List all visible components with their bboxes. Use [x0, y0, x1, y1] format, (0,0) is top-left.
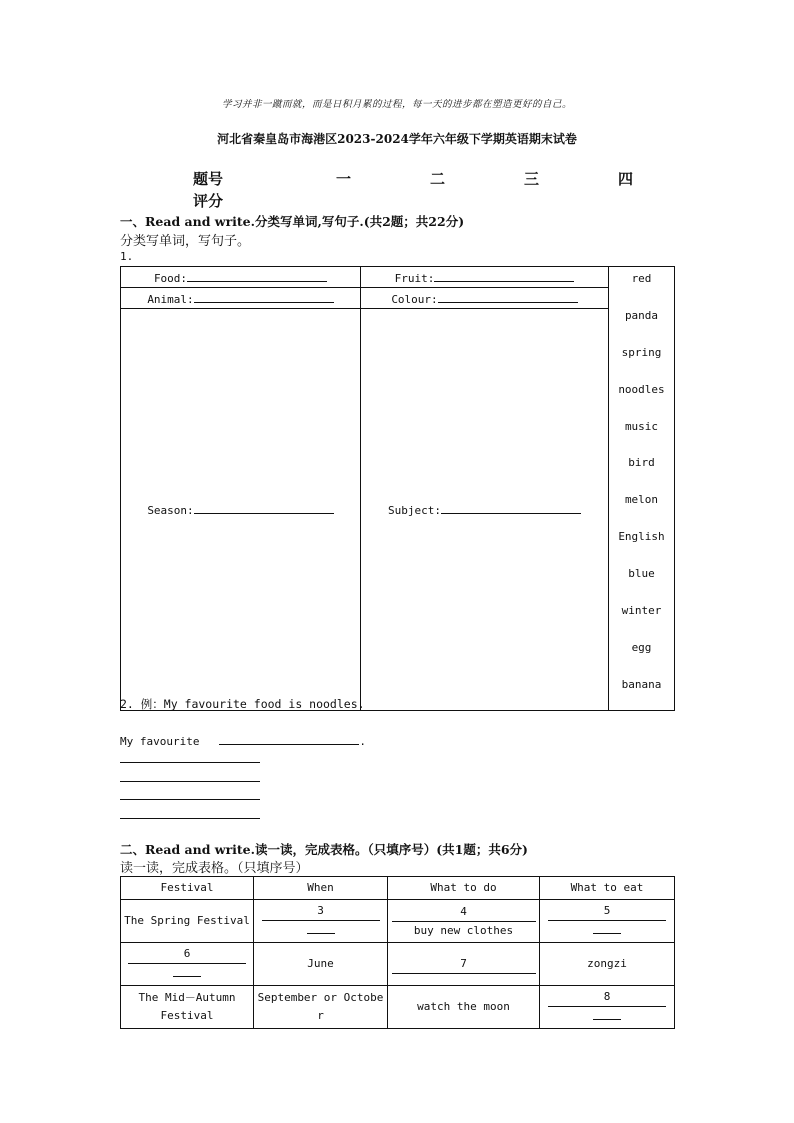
word-item: spring [621, 345, 662, 359]
word-bank [609, 267, 675, 711]
header-festival: Festival [121, 877, 254, 900]
word-item: music [624, 419, 659, 433]
score-row-label: 题号 [193, 170, 224, 188]
blank-6-tail [173, 964, 201, 977]
question-2-prompt-row: My favourite . [120, 735, 366, 748]
fruit-label: Fruit: [394, 271, 435, 285]
blank-4-number: 4 [392, 903, 536, 922]
subject-label: Subject: [388, 503, 441, 517]
score-col-2: 二 [430, 170, 446, 188]
section2-subheading: 读一读，完成表格。（只填序号） [120, 861, 309, 876]
word-item: bird [628, 456, 655, 470]
colour-blank[interactable] [438, 291, 578, 303]
blank-7-number: 7 [392, 955, 536, 974]
question-2-example: 2. 例：My favourite food is noodles. [120, 697, 365, 711]
answer-blank-6[interactable] [121, 943, 254, 986]
answer-blank-8[interactable] [540, 986, 675, 1029]
header-what-to-eat: What to eat [540, 877, 675, 900]
animal-cell [121, 288, 361, 309]
word-item: banana [621, 677, 662, 691]
header-when: When [254, 877, 388, 900]
season-blank[interactable] [194, 502, 334, 514]
blank-3-tail [307, 921, 335, 934]
answer-blank-7[interactable] [388, 943, 540, 986]
exam-title: 河北省秦皇岛市海港区2023-2024学年六年级下学期英语期末试卷 [217, 132, 577, 146]
festival-spring: The Spring Festival [121, 900, 254, 943]
word-item: noodles [618, 382, 665, 396]
section1-heading: 一、Read and write.分类写单词,写句子.(共2题；共22分) [120, 214, 465, 229]
word-item: blue [628, 567, 655, 581]
subject-blank[interactable] [441, 502, 581, 514]
word-item: English [618, 530, 665, 544]
season-cell [121, 309, 361, 711]
when-june: June [254, 943, 388, 986]
question-1-number: 1. [120, 250, 134, 263]
blank-8-number: 8 [548, 988, 666, 1007]
animal-blank[interactable] [194, 291, 334, 303]
score-label: 评分 [193, 192, 224, 210]
colour-cell [361, 288, 609, 309]
do-text-4: buy new clothes [413, 923, 514, 937]
score-col-4: 四 [618, 170, 634, 188]
do-watch-moon: watch the moon [388, 986, 540, 1029]
word-sort-table [120, 266, 675, 711]
when-sep-oct: September or October [254, 986, 388, 1029]
header-what-to-do: What to do [388, 877, 540, 900]
word-item: red [631, 272, 652, 285]
blank-3-number: 3 [262, 902, 380, 921]
blank-5-tail [593, 921, 621, 934]
score-col-1: 一 [336, 170, 352, 188]
answer-blank-3[interactable] [254, 900, 388, 943]
blank-5-number: 5 [548, 902, 666, 921]
eat-zongzi: zongzi [540, 943, 675, 986]
season-label: Season: [147, 503, 194, 517]
sentence-line-3[interactable] [120, 781, 260, 782]
motto: 学习并非一蹴而就，而是日积月累的过程，每一天的进步都在塑造更好的自己。 [221, 99, 572, 110]
sentence-line-4[interactable] [120, 799, 260, 800]
colour-label: Colour: [391, 292, 438, 306]
food-cell [121, 267, 361, 288]
word-item: winter [621, 604, 662, 618]
festival-table [120, 876, 675, 1029]
fruit-cell [361, 267, 609, 288]
question-2-prompt: My favourite [120, 735, 200, 748]
score-col-3: 三 [524, 170, 540, 188]
word-item: panda [624, 308, 659, 322]
fruit-blank[interactable] [434, 270, 574, 282]
sentence-line-5[interactable] [120, 818, 260, 819]
food-label: Food: [153, 271, 188, 285]
sentence-line-2[interactable] [120, 762, 260, 763]
sentence-blank-1[interactable] [219, 733, 359, 745]
word-item: egg [631, 640, 652, 654]
do-cell-4[interactable] [388, 900, 540, 943]
blank-8-tail [593, 1007, 621, 1020]
animal-label: Animal: [147, 292, 194, 306]
word-item: melon [624, 493, 659, 507]
blank-6-number: 6 [128, 945, 246, 964]
festival-mid-autumn: The Mid－Autumn Festival [121, 986, 254, 1029]
section2-heading: 二、Read and write.读一读，完成表格。（只填序号）(共1题；共6分) [120, 842, 528, 857]
subject-cell [361, 309, 609, 711]
food-blank[interactable] [187, 270, 327, 282]
answer-blank-5[interactable] [540, 900, 675, 943]
section1-subheading: 分类写单词，写句子。 [120, 234, 251, 249]
